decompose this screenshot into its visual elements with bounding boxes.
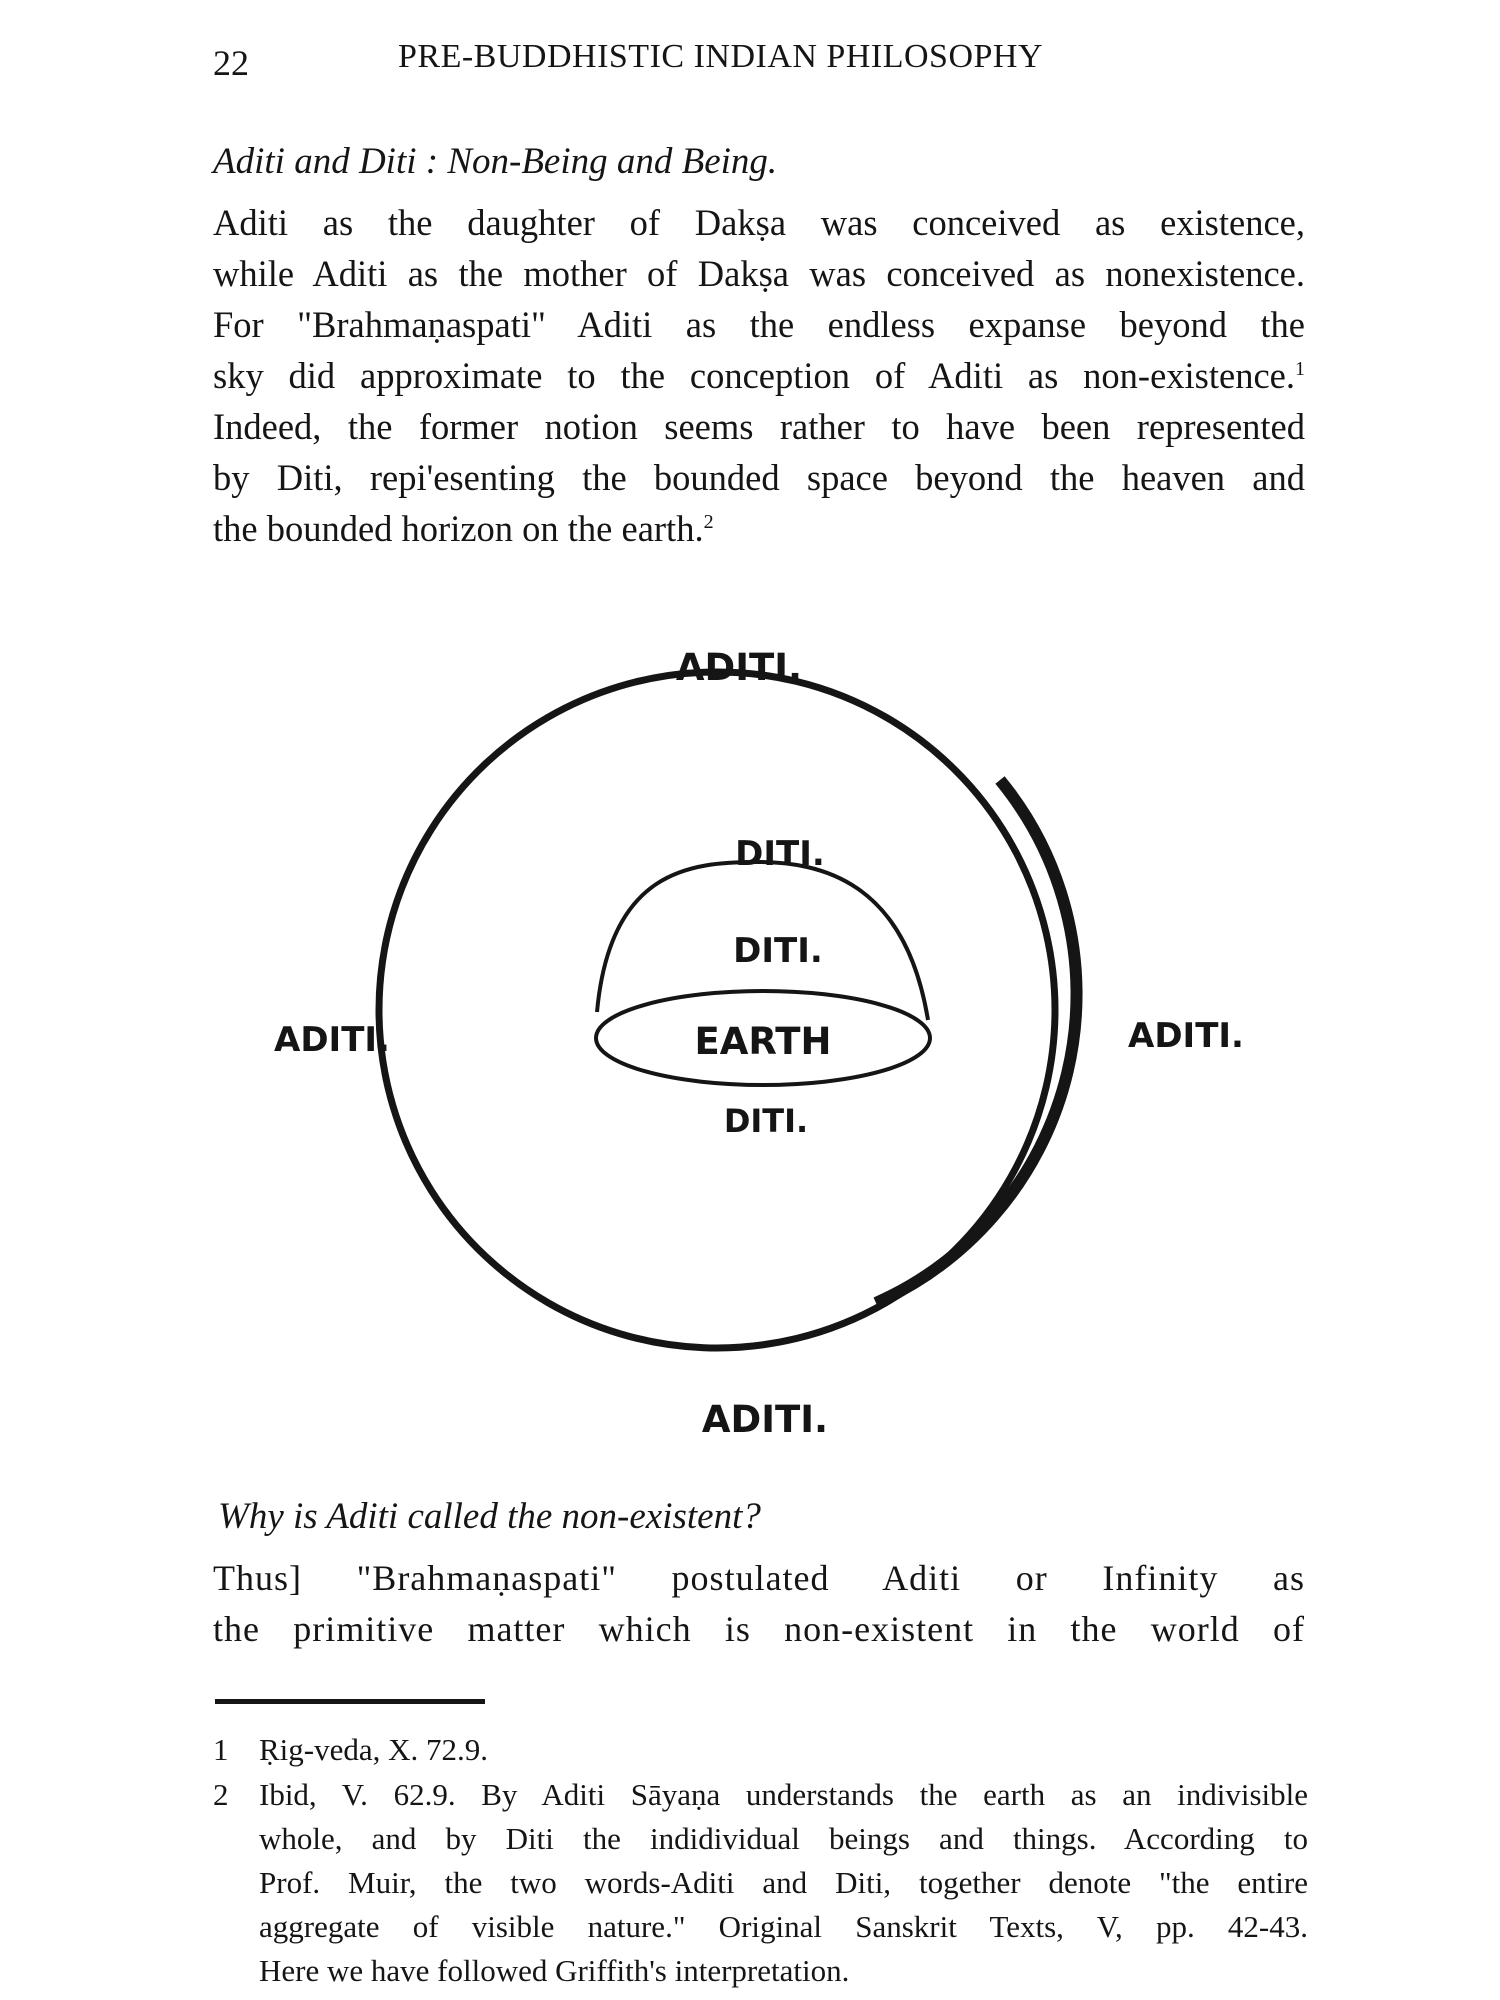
- footnote-text: [259, 1773, 1308, 1993]
- footnote-line: Ṛig-veda, X. 72.9.: [259, 1732, 489, 1767]
- footnote-line: Prof. Muir, the two words-Aditi and Diti, together denote "the entire: [259, 1865, 1308, 1900]
- footnote-text: [259, 1728, 1308, 1772]
- label-diti-below-earth: DITI.: [723, 1102, 809, 1140]
- text-line: Aditi as the daughter of Dakṣa was conceived as existence,: [213, 202, 1305, 243]
- footnote-ref-2: 2: [703, 510, 714, 533]
- label-diti-dome-top: DITI.: [735, 834, 825, 874]
- footnote-1: [213, 1728, 1308, 1772]
- label-aditi-right: ADITI.: [1128, 1016, 1244, 1056]
- label-aditi-top: ADITI.: [675, 646, 803, 689]
- text-line: Thus] "Brahmaṇaspati" postulated Aditi or Infinity as: [213, 1558, 1305, 1598]
- label-diti-dome-inner: DITI.: [733, 931, 823, 971]
- page-number: 22: [213, 43, 249, 83]
- text-line-content: sky did approximate to the conception of Aditi as non-existence.: [213, 355, 1295, 396]
- section-heading: Why is Aditi called the non-existent?: [218, 1496, 761, 1537]
- footnote-2: [213, 1773, 1308, 1993]
- text-line: For "Brahmaṇaspati" Aditi as the endless expanse beyond the: [213, 304, 1305, 345]
- text-line: Indeed, the former notion seems rather to have been represented: [213, 406, 1305, 447]
- section-heading: Aditi and Diti : Non-Being and Being.: [213, 141, 778, 182]
- label-aditi-left: ADITI.: [274, 1020, 390, 1060]
- label-aditi-bottom: ADITI.: [701, 1398, 829, 1441]
- aditi-outer-circle: [379, 672, 1055, 1348]
- footnote-number: 2: [213, 1777, 229, 1812]
- text-line: by Diti, repi'esenting the bounded space beyond the heaven and: [213, 457, 1305, 498]
- footnote-line: whole, and by Diti the indidividual beings and things. According to: [259, 1821, 1308, 1856]
- text-line-content: the bounded horizon on the earth.: [213, 508, 704, 549]
- footnote-line: aggregate of visible nature." Original Sanskrit Texts, V, pp. 42-43.: [259, 1909, 1308, 1944]
- running-header: PRE-BUDDHISTIC INDIAN PHILOSOPHY: [398, 38, 1044, 75]
- footnote-divider: [215, 1699, 485, 1704]
- text-line: the primitive matter which is non-existent in the world of: [213, 1609, 1305, 1649]
- paragraph-aditi-nonexistent: [213, 1553, 1305, 1655]
- footnote-number: 1: [213, 1732, 229, 1767]
- footnote-line: Here we have followed Griffith's interpretation.: [259, 1953, 850, 1988]
- footnote-ref-1: 1: [1295, 357, 1305, 380]
- text-line: while Aditi as the mother of Dakṣa was conceived as nonexistence.: [213, 253, 1305, 294]
- label-earth: EARTH: [694, 1020, 832, 1063]
- footnote-line: Ibid, V. 62.9. By Aditi Sāyaṇa understands the earth as an indivisible: [259, 1777, 1308, 1812]
